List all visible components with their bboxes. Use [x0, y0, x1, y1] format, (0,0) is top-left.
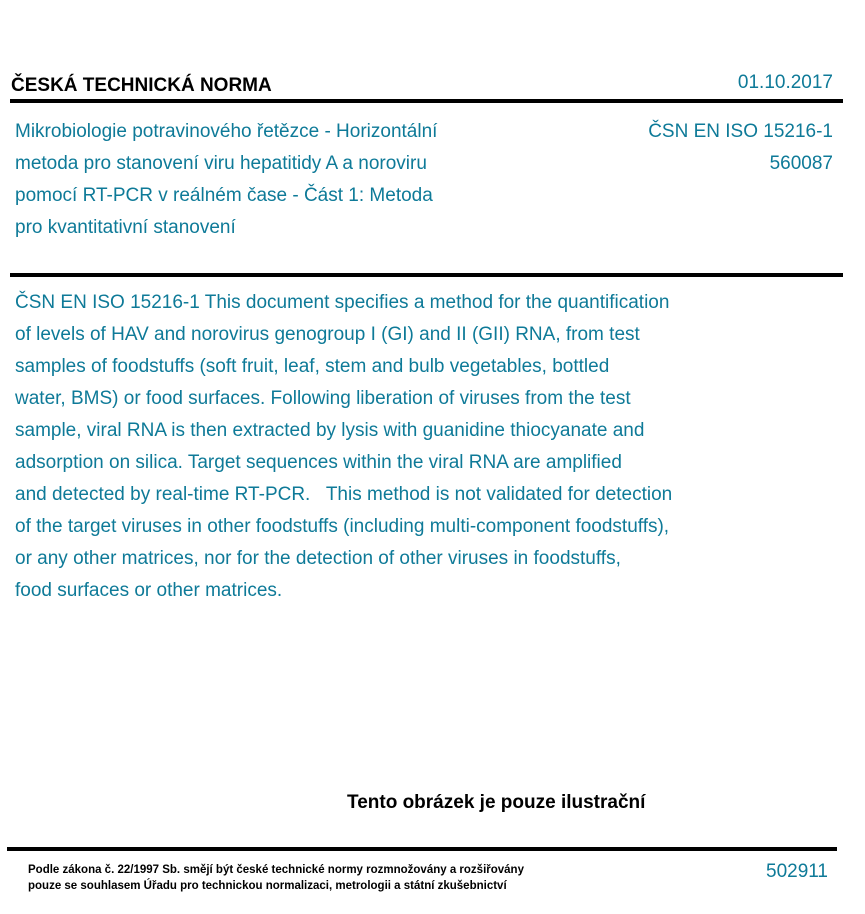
title-line: pomocí RT-PCR v reálném čase - Část 1: Metoda — [15, 185, 433, 206]
abstract-line: samples of foodstuffs (soft fruit, leaf, stem and bulb vegetables, bottled — [15, 356, 610, 377]
abstract-line: sample, viral RNA is then extracted by lysis with guanidine thiocyanate and — [15, 420, 645, 441]
abstract — [15, 287, 805, 607]
title-line: metoda pro stanovení viru hepatitidy A a noroviru — [15, 153, 427, 174]
standard-designation: ČSN EN ISO 15216-1 — [648, 121, 833, 142]
title-line: pro kvantitativní stanovení — [15, 217, 236, 238]
abstract-line: of levels of HAV and norovirus genogroup I (GI) and II (GII) RNA, from test — [15, 324, 640, 345]
illustrative-note: Tento obrázek je pouze ilustrační — [347, 792, 646, 813]
legal-line: pouze se souhlasem Úřadu pro technickou normalizaci, metrologii a státní zkušebnictví — [28, 880, 507, 892]
abstract-line: and detected by real-time RT-PCR. This method is not validated for detection — [15, 484, 673, 505]
document-number: 502911 — [766, 861, 828, 882]
norm-label: ČESKÁ TECHNICKÁ NORMA — [11, 75, 272, 96]
top-divider — [10, 99, 843, 103]
standard-codes — [648, 116, 833, 180]
abstract-line: adsorption on silica. Target sequences within the viral RNA are amplified — [15, 452, 622, 473]
standard-title — [15, 116, 515, 244]
middle-divider — [10, 273, 843, 277]
classification-number: 560087 — [769, 153, 833, 174]
legal-line: Podle zákona č. 22/1997 Sb. smějí být české technické normy rozmnožovány a rozšiřovány — [28, 864, 524, 876]
publication-date: 01.10.2017 — [737, 72, 833, 93]
abstract-line: food surfaces or other matrices. — [15, 580, 283, 601]
bottom-divider — [7, 847, 837, 851]
legal-notice — [28, 862, 524, 894]
abstract-line: ČSN EN ISO 15216-1 This document specifies a method for the quantification — [15, 292, 670, 313]
title-line: Mikrobiologie potravinového řetězce - Horizontální — [15, 121, 438, 142]
abstract-line: of the target viruses in other foodstuffs (including multi-component foodstuffs), — [15, 516, 670, 537]
abstract-line: or any other matrices, nor for the detection of other viruses in foodstuffs, — [15, 548, 621, 569]
abstract-line: water, BMS) or food surfaces. Following liberation of viruses from the test — [15, 388, 631, 409]
